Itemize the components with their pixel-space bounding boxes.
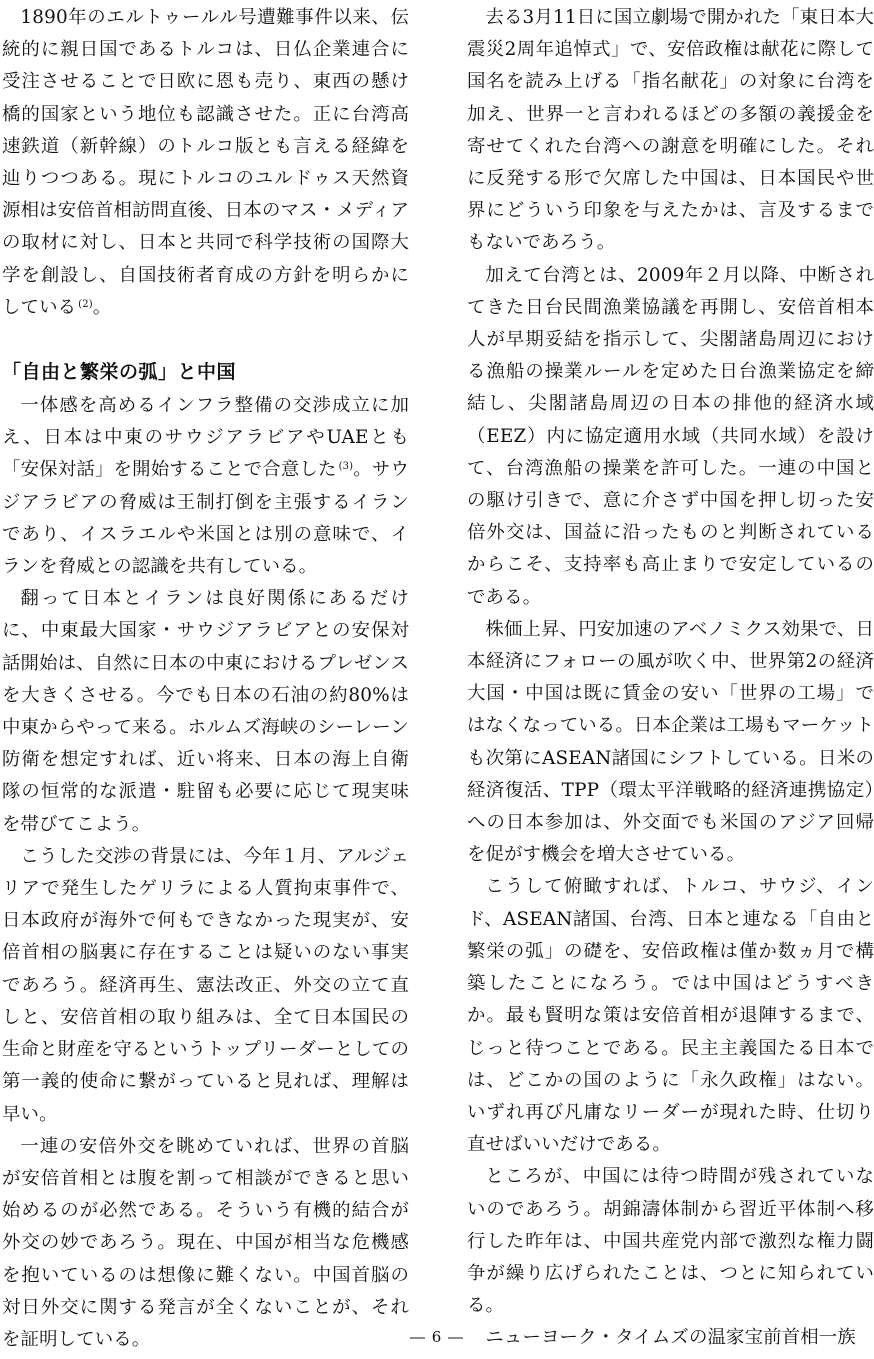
paragraph: 株価上昇、円安加速のアベノミクス効果で、日本経済にフォローの風が吹く中、世界第2の経済大国・中国は既に賃金の安い「世界の工場」ではなくなっている。日本企業は工場もマーケットも次第にASEAN諸国にシフトしている。日米の経済復活、TPP（環太平洋戦略的経済連携協定）への日本参加は、外交面でも米国のアジア回帰を促がす機会を増大させている。 (467, 618, 874, 866)
paragraph: ところが、中国には待つ時間が残されていないのであろう。胡錦濤体制から習近平体制へ移行した昨年は、中国共産党内部で激烈な権力闘争が繰り広げられたことは、つとに知られている。 (467, 1166, 874, 1317)
paragraph (2, 390, 409, 583)
paragraph-text: 一体感を高めるインフラ整備の交渉成立に加え、日本は中東のサウジアラビアやUAEとも「安保対話」を開始することで合意した (2, 395, 409, 481)
paragraph: 去る3月11日に国立劇場で開かれた「東日本大震災2周年追悼式」で、安倍政権は献花に際して国名を読み上げる「指名献花」の対象に台湾を加え、世界一と言われるほどの多額の義援金を寄せてくれた台湾への謝意を明確にした。それに反発する形で欠席した中国は、日本国民や世界にどういう印象を与えたかは、言及するまでもないであろう。 (467, 7, 874, 254)
footnote-ref: (3) (338, 461, 354, 473)
left-column (2, 2, 409, 1356)
paragraph-end: 。 (92, 296, 112, 318)
right-column (467, 2, 874, 1355)
footnote-ref: (2) (78, 298, 93, 310)
paragraph: ニューヨーク・タイムズの温家宝前首相一族 (485, 1327, 856, 1349)
paragraph-text: 。サウジアラビアの脅威は王制打倒を主張するイランであり、イスラエルや米国とは別の意味で、イランを脅威との認識を共有している。 (2, 459, 410, 578)
paragraph: こうした交渉の背景には、今年１月、アルジェリアで発生したゲリラによる人質拘束事件で、日本政府が海外で何もできなかった現実が、安倍首相の脳裏に存在することは疑いのない事実であろう。経済再生、憲法改正、外交の立て直しと、安倍首相の取り組みは、全て日本国民の生命と財産を守るというトップリーダーとしての第一義的使命に繋がっていると見れば、理解は早い。 (2, 845, 409, 1125)
paragraph: 翻って日本とイランは良好関係にあるだけに、中東最大国家・サウジアラビアとの安保対話開始は、自然に日本の中東におけるプレゼンスを大きくさせる。今でも日本の石油の約80%は中東からやって来る。ホルムズ海峡のシーレーン防衛を想定すれば、近い将来、日本の海上自衛隊の恒常的な派遣・駐留も必要に応じて現実味を帯びてこよう。 (2, 588, 409, 835)
paragraph: 一連の安倍外交を眺めていれば、世界の首脳が安倍首相とは腹を割って相談ができると思い始めるのが必然である。そういう有機的結合が外交の妙であろう。現在、中国が相当な危機感を抱いているのは想像に難くない。中国首脳の対日外交に関する発言が全くないことが、それを証明している。 (2, 1135, 409, 1350)
paragraph: 加えて台湾とは、2009年２月以降、中断されてきた日台民間漁業協議を再開し、安倍首相本人が早期妥結を指示して、尖閣諸島周辺における漁船の操業ルールを定めた日台漁業協定を締結し、尖閣諸島周辺の日本の排他的経済水域（EEZ）内に協定適用水域（共同水域）を設けて、台湾漁船の操業を許可した。一連の中国との駆け引きで、意に介さず中国を押し切った安倍外交は、国益に沿ったものと判断されているからこそ、支持率も高止まりで安定しているのである。 (467, 264, 874, 608)
paragraph (2, 2, 409, 324)
paragraph-text: 1890年のエルトゥールル号遭難事件以来、伝統的に親日国であるトルコは、日仏企業連合に受注させることで日欧に恩も売り、東西の懸け橋的国家という地位も認識させた。正に台湾高速鉄道（新幹線）のトルコ版とも言える経緯を辿りつつある。現にトルコのユルドゥス天然資源相は安倍首相訪問直後、日本のマス・メディアの取材に対し、日本と共同で科学技術の国際大学を創設し、自国技術者育成の方針を明らかにしている (2, 7, 409, 318)
page-number: ― 6 ― (409, 1328, 465, 1346)
paragraph: こうして俯瞰すれば、トルコ、サウジ、インド、ASEAN諸国、台湾、日本と連なる「自由と繁栄の弧」の礎を、安倍政権は僅か数ヵ月で構築したことになろう。では中国はどうすべきか。最も賢明な策は安倍首相が退陣するまで、じっと待つことである。民主主義国たる日本では、どこかの国のように「永久政権」はない。いずれ再び凡庸なリーダーが現れた時、仕切り直せばいいだけである。 (467, 876, 874, 1156)
section-heading: 「自由と繁栄の弧」と中国 (2, 361, 237, 384)
